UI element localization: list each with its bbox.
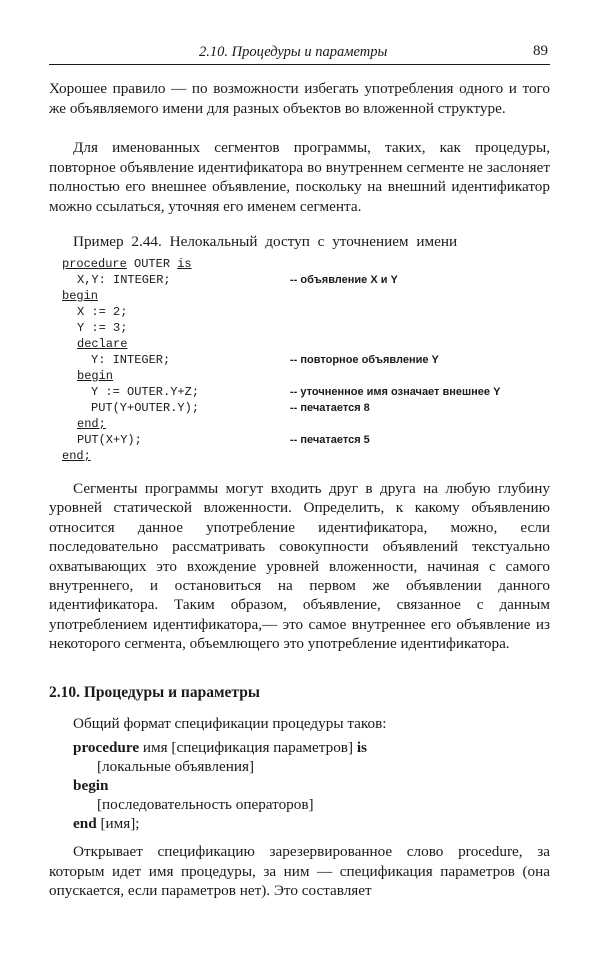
syntax-text: [имя]; bbox=[96, 815, 140, 832]
syntax-keyword: procedure bbox=[73, 739, 140, 756]
running-head bbox=[49, 42, 550, 65]
code-line-5: Y := 3; bbox=[77, 321, 128, 335]
format-intro: Общий формат спецификации процедуры таков: bbox=[73, 715, 387, 732]
code-line-13: end; bbox=[62, 449, 91, 463]
code-line-6: declare bbox=[77, 337, 128, 351]
code-keyword: is bbox=[177, 257, 192, 271]
code-line-3: begin bbox=[62, 289, 99, 303]
code-keyword: procedure bbox=[62, 257, 127, 271]
paragraph-1: Хорошее правило — по возможности избегать употребления одного и того же объявляемого имени для разных объектов во вложенной структуре. bbox=[49, 80, 550, 117]
code-line-4: X := 2; bbox=[77, 305, 128, 319]
code-comment-1: -- объявление X и Y bbox=[290, 274, 398, 286]
syntax-line-1 bbox=[73, 738, 367, 757]
code-text: OUTER bbox=[126, 257, 178, 271]
syntax-keyword: end bbox=[73, 815, 97, 832]
syntax-line-5 bbox=[73, 814, 140, 833]
paragraph-3: Сегменты программы могут входить друг в друга на любую глубину уровней статической вложенности. Определить, к какому объявлению относится данное употребление идентификатора, можно, если последовательно рассматривать совокупности объявлений текстуально охватывающих это вхождение уровней вложенности, начиная с самого внутреннего, и остановиться на первом же объявлении данного идентификатора. Таким образом, объявление, связанное с данным употреблением идентификатора,— это самое внутреннее его объявление из некоторого сегмента, объемлющего это употребление идентификатора. bbox=[49, 480, 550, 653]
code-line-1 bbox=[62, 256, 192, 272]
page-number: 89 bbox=[533, 43, 548, 59]
section-heading: 2.10. Процедуры и параметры bbox=[49, 684, 260, 701]
code-line-10: PUT(Y+OUTER.Y); bbox=[91, 401, 200, 415]
code-line-2: X,Y: INTEGER; bbox=[77, 273, 171, 287]
example-title: Пример 2.44. Нелокальный доступ с уточнением имени bbox=[73, 233, 458, 250]
syntax-text: имя [спецификация параметров] bbox=[139, 739, 357, 756]
code-line-8: begin bbox=[77, 369, 114, 383]
paragraph-2: Для именованных сегментов программы, таких, как процедуры, повторное объявление идентификатора во внутреннем сегменте не заслоняет полностью его внешнее объявление, поскольку на внешний идентификатор можно ссылаться, уточняя его именем сегмента. bbox=[49, 139, 550, 215]
running-head-title: 2.10. Процедуры и параметры bbox=[199, 44, 388, 60]
code-line-7: Y: INTEGER; bbox=[91, 353, 171, 367]
code-line-9: Y := OUTER.Y+Z; bbox=[91, 385, 200, 399]
code-comment-4: -- печатается 8 bbox=[290, 402, 370, 414]
code-line-12: PUT(X+Y); bbox=[77, 433, 142, 447]
syntax-keyword: is bbox=[356, 739, 367, 756]
syntax-line-3: begin bbox=[73, 777, 109, 794]
syntax-line-2: [локальные объявления] bbox=[97, 758, 254, 775]
code-comment-5: -- печатается 5 bbox=[290, 434, 370, 446]
syntax-line-4: [последовательность операторов] bbox=[97, 796, 314, 813]
code-line-11: end; bbox=[77, 417, 106, 431]
code-comment-2: -- повторное объявление Y bbox=[290, 354, 439, 366]
paragraph-4: Открывает спецификацию зарезервированное слово procedure, за которым идет имя процедуры, за ним — спецификация параметров (она опускается, если параметров нет). Это составляет bbox=[49, 843, 550, 900]
code-comment-3: -- уточненное имя означает внешнее Y bbox=[290, 386, 501, 398]
